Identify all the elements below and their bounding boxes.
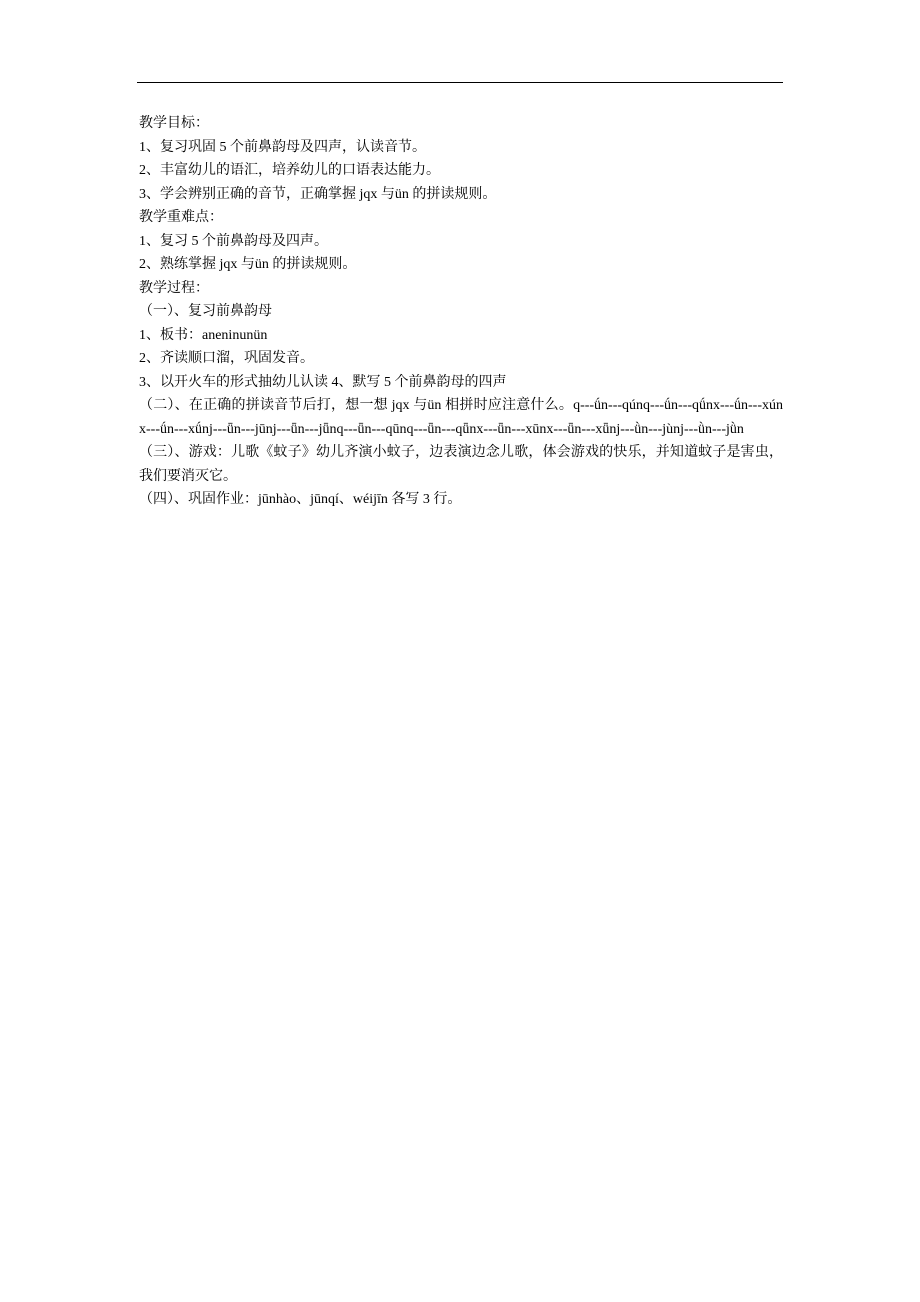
goal-item: 2、丰富幼儿的语汇，培养幼儿的口语表达能力。 <box>139 163 440 178</box>
document-body <box>139 112 783 512</box>
part4-paragraph: （四）、巩固作业：jūnhào、jūnqí、wéijīn 各写 3 行。 <box>139 492 462 507</box>
part1-step: 3、以开火车的形式抽幼儿认读 4、默写 5 个前鼻韵母的四声 <box>139 374 507 390</box>
goal-item: 1、复习巩固 5 个前鼻韵母及四声，认读音节。 <box>139 139 426 155</box>
key-point-item: 1、复习 5 个前鼻韵母及四声。 <box>139 233 328 249</box>
process-heading: 教学过程： <box>139 280 209 296</box>
part1-step: 1、板书：aneninunün <box>139 327 268 343</box>
part2-paragraph: （二）、在正确的拼读音节后打，想一想 jqx 与ün 相拼时应注意什么。q---ǘn---qúnq---ǘn---qǘnx---ǘn---xúnx---ǘn---xǘnj---ǖn---jūnj---ǖn---jǖnq---ǖn---qūnq---ǖn---qǖnx---ǖn---xūnx---ǖn---xǖnj---ǜn---jùnj---ǜn---jǜn <box>139 398 783 437</box>
goal-item: 3、学会辨别正确的音节，正确掌握 jqx 与ün 的拼读规则。 <box>139 186 497 202</box>
key-point-item: 2、熟练掌握 jqx 与ün 的拼读规则。 <box>139 257 357 272</box>
key-points-heading: 教学重难点： <box>139 210 223 225</box>
header-rule <box>137 82 783 83</box>
goals-heading: 教学目标： <box>139 116 209 131</box>
part1-step: 2、齐读顺口溜，巩固发音。 <box>139 351 314 366</box>
part3-paragraph: （三）、游戏：儿歌《蚊子》幼儿齐演小蚊子，边表演边念儿歌，体会游戏的快乐，并知道蚊子是害虫，我们要消灭它。 <box>139 445 783 484</box>
part1-heading: （一）、复习前鼻韵母 <box>139 304 272 319</box>
